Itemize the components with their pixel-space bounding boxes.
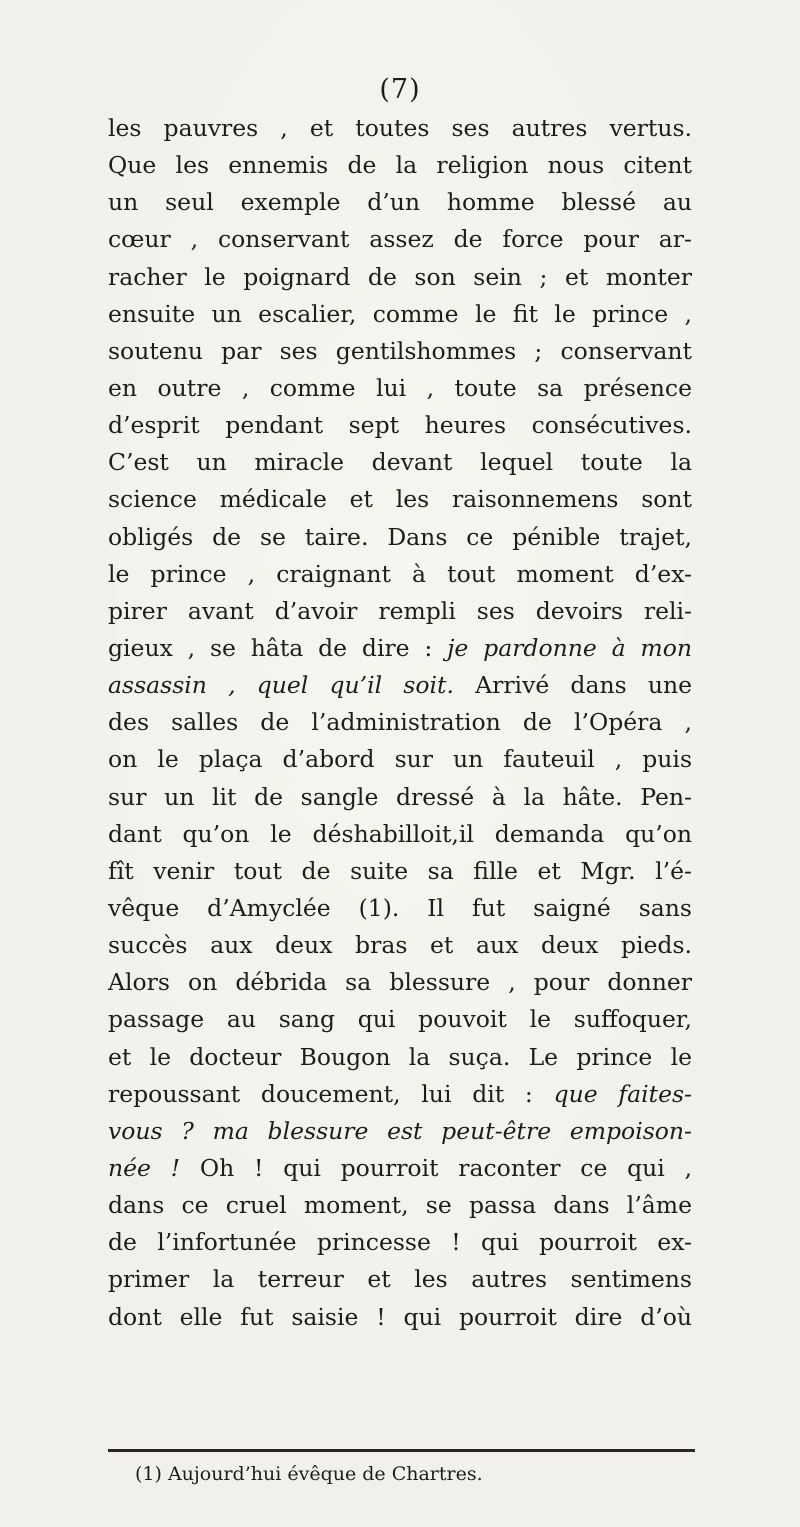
body-text (108, 110, 692, 1336)
text-segment: passage au sang qui pouvoit le suffoquer, (108, 1005, 692, 1034)
italic-text: vous ? ma blessure est peut-être empoison- (108, 1116, 692, 1145)
text-segment: de l’infortunée princesse ! qui pourroit ex- (108, 1228, 692, 1257)
text-segment: le prince , craignant à tout moment d’ex- (108, 559, 692, 588)
text-line (108, 259, 692, 296)
text-line (108, 630, 692, 667)
text-line (108, 1150, 692, 1187)
text-line (108, 1076, 692, 1113)
text-segment: dans ce cruel moment, se passa dans l’âme (108, 1191, 692, 1220)
text-segment: et le docteur Bougon la suça. Le prince le (108, 1042, 692, 1071)
text-segment: un seul exemple d’un homme blessé au (108, 188, 692, 217)
text-segment: Que les ennemis de la religion nous citent (108, 151, 692, 180)
text-segment: sur un lit de sangle dressé à la hâte. Pen- (108, 782, 692, 811)
text-segment: Oh ! qui pourroit raconter ce qui , (180, 1153, 692, 1182)
text-line (108, 481, 692, 518)
text-segment: science médicale et les raisonnemens sont (108, 485, 692, 514)
text-line (108, 1113, 692, 1150)
text-line (108, 1001, 692, 1038)
text-segment: obligés de se taire. Dans ce pénible trajet, (108, 522, 692, 551)
text-line (108, 519, 692, 556)
text-line (108, 333, 692, 370)
footnote-rule (108, 1449, 695, 1452)
text-segment: primer la terreur et les autres sentimens (108, 1265, 692, 1294)
text-segment: soutenu par ses gentilshommes ; conservant (108, 336, 692, 365)
text-line (108, 667, 692, 704)
text-line (108, 890, 692, 927)
page-number: (7) (379, 74, 421, 105)
text-line (108, 964, 692, 1001)
text-line (108, 593, 692, 630)
footnote: (1) Aujourd’hui évêque de Chartres. (135, 1463, 483, 1485)
text-segment: cœur , conservant assez de force pour ar- (108, 225, 692, 254)
text-segment: des salles de l’administration de l’Opéra , (108, 708, 692, 737)
text-line (108, 816, 692, 853)
text-line (108, 407, 692, 444)
text-line (108, 184, 692, 221)
italic-text: je pardonne à mon (447, 633, 692, 662)
italic-text: assassin , quel qu’il soit. (108, 671, 454, 700)
italic-text: que faites- (553, 1079, 692, 1108)
text-segment: on le plaça d’abord sur un fauteuil , puis (108, 745, 692, 774)
text-segment: C’est un miracle devant lequel toute la (108, 448, 692, 477)
text-segment: fît venir tout de suite sa fille et Mgr. l’é- (108, 856, 692, 885)
text-line (108, 1299, 692, 1336)
text-line (108, 444, 692, 481)
text-line (108, 741, 692, 778)
text-line (108, 221, 692, 258)
text-segment: ensuite un escalier, comme le fit le prince , (108, 299, 692, 328)
text-line (108, 853, 692, 890)
text-segment: en outre , comme lui , toute sa présence (108, 373, 692, 402)
text-segment: repoussant doucement, lui dit : (108, 1079, 554, 1108)
text-segment: vêque d’Amyclée (1). Il fut saigné sans (108, 893, 692, 922)
text-line (108, 1224, 692, 1261)
text-line (108, 147, 692, 184)
text-line (108, 927, 692, 964)
text-line (108, 110, 692, 147)
text-segment: pirer avant d’avoir rempli ses devoirs reli- (108, 596, 692, 625)
text-line (108, 704, 692, 741)
text-line (108, 1261, 692, 1298)
text-segment: Arrivé dans une (453, 671, 692, 700)
text-segment: gieux , se hâta de dire : (108, 633, 448, 662)
text-segment: dant qu’on le déshabilloit,il demanda qu’on (108, 819, 692, 848)
text-line (108, 296, 692, 333)
text-segment: dont elle fut saisie ! qui pourroit dire d’où (108, 1302, 692, 1331)
text-line (108, 370, 692, 407)
text-line (108, 1039, 692, 1076)
text-segment: d’esprit pendant sept heures consécutives. (108, 411, 692, 440)
text-line (108, 779, 692, 816)
text-line (108, 1187, 692, 1224)
text-segment: les pauvres , et toutes ses autres vertus. (108, 114, 692, 142)
text-segment: racher le poignard de son sein ; et monter (108, 262, 692, 291)
text-segment: succès aux deux bras et aux deux pieds. (108, 931, 692, 960)
italic-text: née ! (108, 1153, 181, 1182)
text-segment: Alors on débrida sa blessure , pour donner (108, 968, 692, 997)
text-line (108, 556, 692, 593)
